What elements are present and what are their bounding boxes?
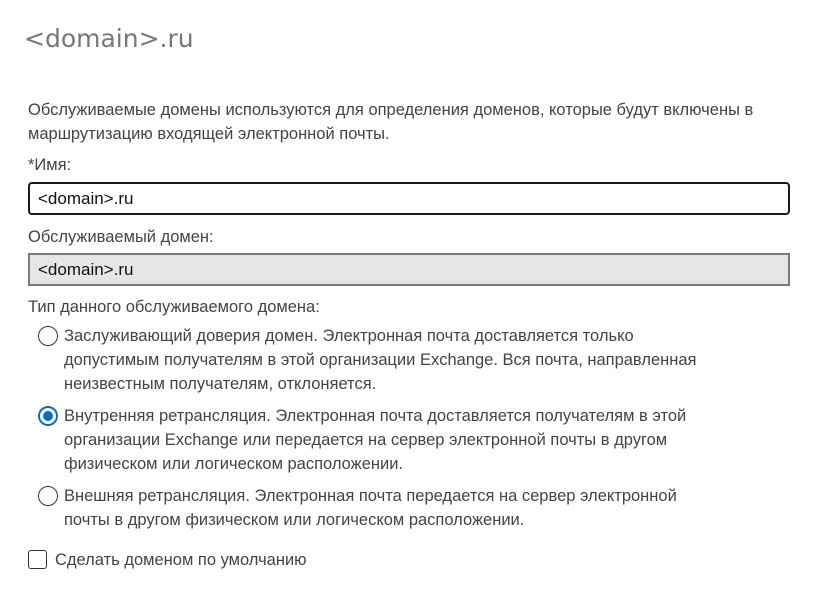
accepted-domain-label: Обслуживаемый домен: — [28, 228, 214, 246]
radio-label-internal-relay: Внутренняя ретрансляция. Электронная почта доставляется получателям в этой организации Exchange или передается на сервер электронной почты в другом физическом или логическом расположении. — [64, 407, 687, 473]
radio-button-authoritative[interactable] — [38, 326, 58, 346]
radio-label-authoritative: Заслуживающий доверия домен. Электронная почта доставляется только допустимым получателям в этой организации Exchange. Вся почта, направленная неизвестным получателям, отклоняется. — [64, 327, 697, 393]
default-domain-option[interactable] — [28, 548, 428, 572]
default-domain-label: Сделать доменом по умолчанию — [55, 551, 307, 569]
default-domain-checkbox[interactable] — [28, 550, 47, 569]
radio-button-internal-relay[interactable] — [38, 406, 58, 426]
name-label: *Имя: — [28, 156, 72, 174]
domain-type-label: Тип данного обслуживаемого домена: — [28, 298, 320, 316]
radio-button-external-relay[interactable] — [38, 486, 58, 506]
name-input[interactable] — [28, 182, 790, 215]
description-text: Обслуживаемые домены используются для определения доменов, которые будут включены в маршрутизацию входящей электронной почты. — [28, 101, 754, 143]
page-title: <domain>.ru — [24, 24, 194, 53]
accepted-domain-input — [28, 253, 790, 286]
radio-label-external-relay: Внешняя ретрансляция. Электронная почта передается на сервер электронной почты в другом физическом или логическом расположении. — [64, 487, 677, 529]
